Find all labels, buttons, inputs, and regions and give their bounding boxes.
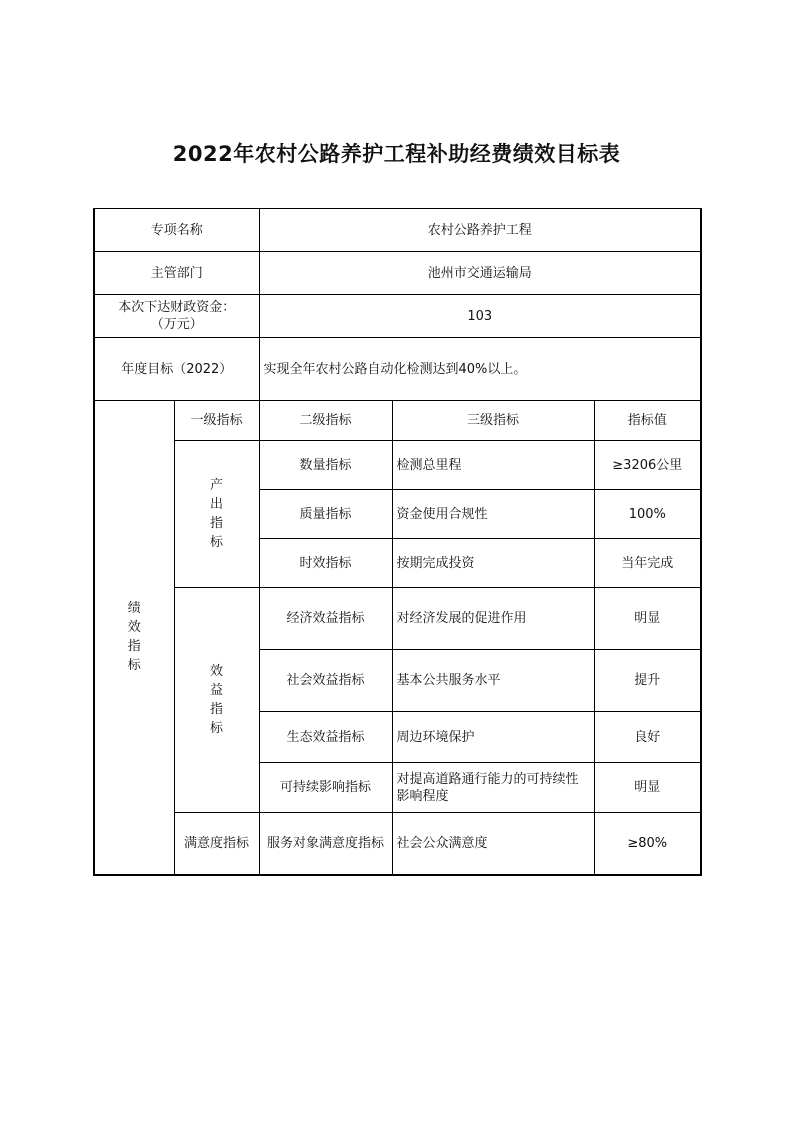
table-row: [94, 441, 701, 490]
performance-indicators-label: 绩效指标: [127, 601, 141, 674]
benefit-level3: 周边环境保护: [392, 712, 594, 763]
project-name-value: 农村公路养护工程: [259, 209, 701, 252]
output-value: 当年完成: [594, 539, 701, 588]
benefit-indicators-label: 效益指标: [210, 664, 224, 736]
benefit-value: 明显: [594, 763, 701, 813]
output-level3: 资金使用合规性: [392, 490, 594, 539]
output-level3: 按期完成投资: [392, 539, 594, 588]
table-row: [94, 588, 701, 650]
output-value: 100%: [594, 490, 701, 539]
benefit-value: 明显: [594, 588, 701, 650]
table-row: [94, 338, 701, 401]
output-value: ≥3206公里: [594, 441, 701, 490]
output-level2: 质量指标: [259, 490, 392, 539]
table-row: [94, 813, 701, 875]
benefit-level2: 社会效益指标: [259, 650, 392, 712]
benefit-level3: 对经济发展的促进作用: [392, 588, 594, 650]
performance-target-table: [93, 208, 702, 876]
department-value: 池州市交通运输局: [259, 252, 701, 295]
funds-label: [94, 295, 259, 338]
header-level3: 三级指标: [392, 401, 594, 441]
output-level2: 数量指标: [259, 441, 392, 490]
output-indicators-group: [174, 441, 259, 588]
benefit-level2: 生态效益指标: [259, 712, 392, 763]
satisfaction-value: ≥80%: [594, 813, 701, 875]
funds-label-line2: （万元）: [150, 317, 203, 332]
header-level1: 一级指标: [174, 401, 259, 441]
benefit-value: 良好: [594, 712, 701, 763]
benefit-level3: 基本公共服务水平: [392, 650, 594, 712]
output-level3: 检测总里程: [392, 441, 594, 490]
benefit-level3: 对提高道路通行能力的可持续性影响程度: [392, 763, 594, 813]
annual-goal-label: 年度目标（2022）: [94, 338, 259, 401]
page-title: 2022年农村公路养护工程补助经费绩效目标表: [172, 142, 621, 166]
output-indicators-label: 产出指标: [210, 478, 224, 550]
annual-goal-value: 实现全年农村公路自动化检测达到40%以上。: [259, 338, 701, 401]
header-value: 指标值: [594, 401, 701, 441]
performance-indicators-group: [94, 401, 174, 875]
benefit-value: 提升: [594, 650, 701, 712]
benefit-level2: 经济效益指标: [259, 588, 392, 650]
project-name-label: 专项名称: [94, 209, 259, 252]
benefit-indicators-group: [174, 588, 259, 813]
satisfaction-level3: 社会公众满意度: [392, 813, 594, 875]
department-label: 主管部门: [94, 252, 259, 295]
funds-label-line1: 本次下达财政资金：: [118, 300, 236, 315]
table-row: [94, 295, 701, 338]
satisfaction-level2: 服务对象满意度指标: [259, 813, 392, 875]
table-row: [94, 252, 701, 295]
header-level2: 二级指标: [259, 401, 392, 441]
benefit-level2: 可持续影响指标: [259, 763, 392, 813]
table-header-row: [94, 401, 701, 441]
table-row: [94, 209, 701, 252]
funds-value: 103: [259, 295, 701, 338]
output-level2: 时效指标: [259, 539, 392, 588]
satisfaction-indicators-label: 满意度指标: [174, 813, 259, 875]
